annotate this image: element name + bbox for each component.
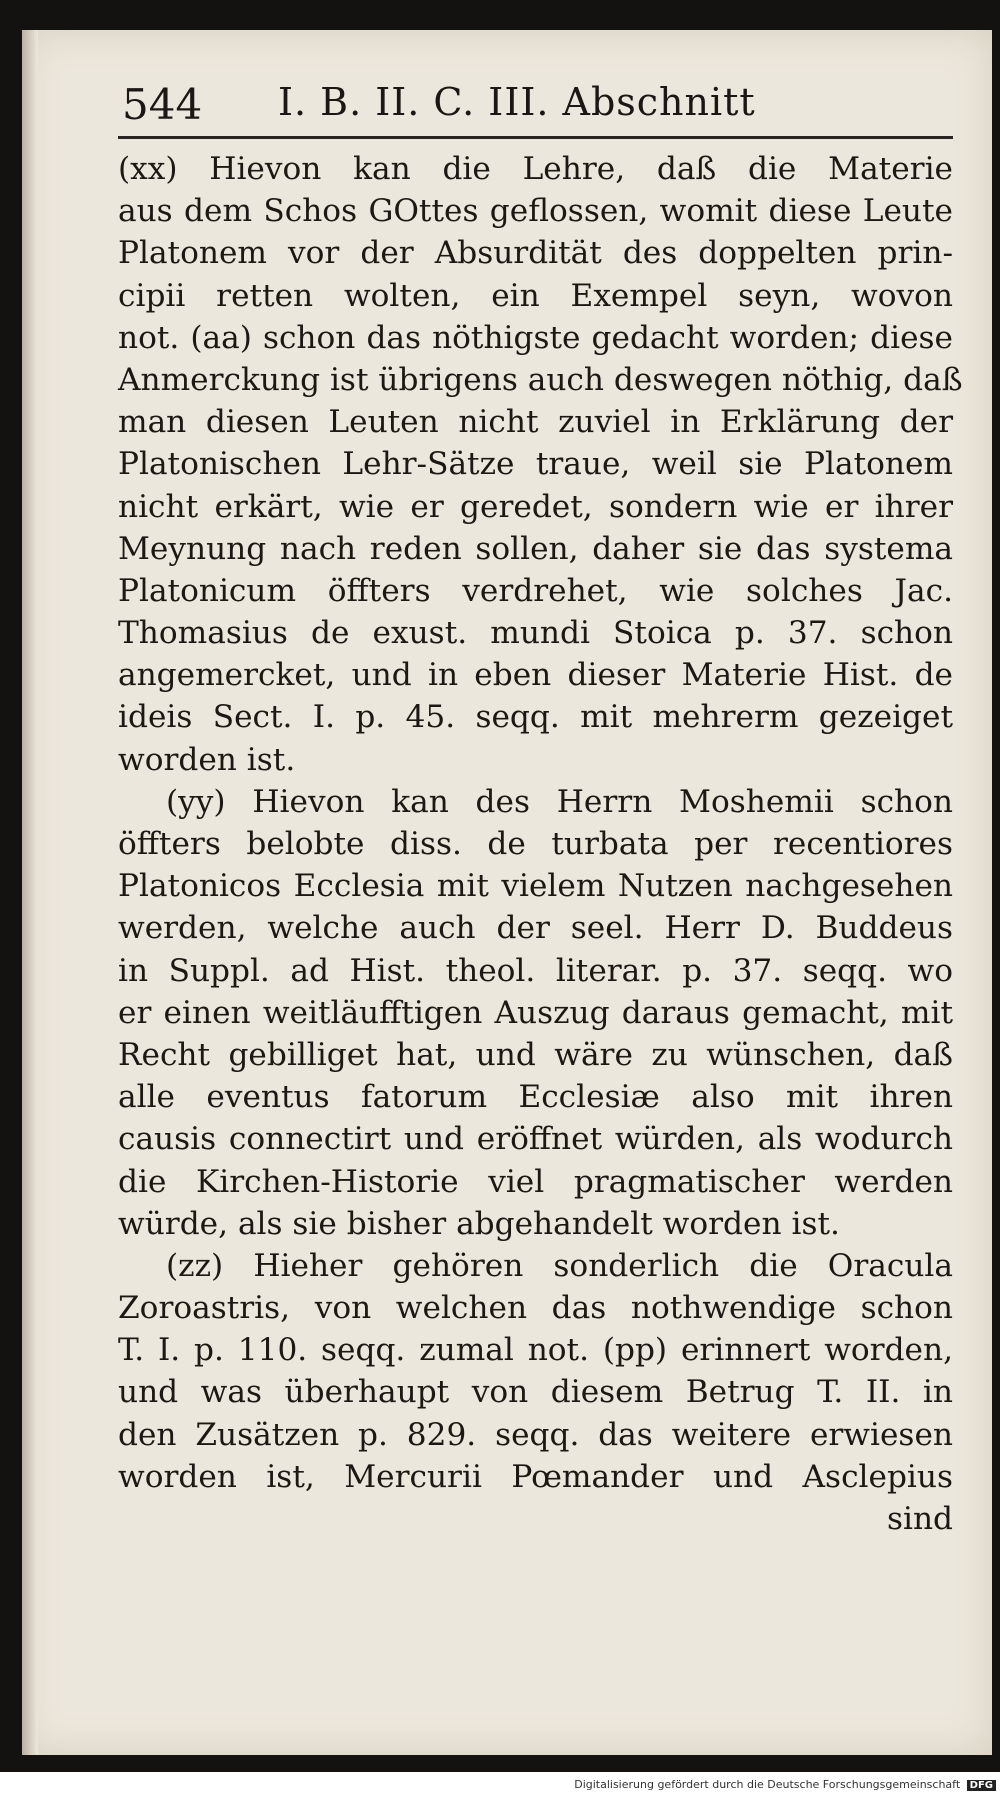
text-line: aus dem Schos GOttes geflossen, womit diese Leute [118,193,953,230]
text-line: ideis Sect. I. p. 45. seqq. mit mehrerm gezeiget [118,699,953,736]
page-header [118,80,948,142]
text-line: worden ist. [118,741,296,778]
catchword: sind [886,1501,953,1537]
text-line: nicht erkärt, wie er geredet, sondern wie er ihrer [118,488,953,525]
body-text [118,148,963,1540]
text-line: Anmerckung ist übrigens auch deswegen nöthig, daß [118,361,963,398]
text-line: cipii retten wolten, ein Exempel seyn, wovon [118,277,953,314]
dfg-logo: DFG [967,1780,996,1791]
text-line: not. (aa) schon das nöthigste gedacht worden; diese [118,319,953,356]
text-line: den Zusätzen p. 829. seqq. das weitere erwiesen [118,1416,953,1453]
text-line: er einen weitläufftigen Auszug daraus gemacht, mit [118,994,953,1031]
text-line: die Kirchen-Historie viel pragmatischer werden [118,1163,953,1200]
text-line: öffters belobte diss. de turbata per recentiores [118,826,953,862]
page-gutter-shadow [22,30,38,1755]
text-line: worden ist, Mercurii Pœmander und Asclepius [118,1458,953,1495]
page-number: 544 [122,80,203,129]
text-line: Thomasius de exust. mundi Stoica p. 37. schon [118,615,953,652]
text-line: (yy) Hievon kan des Herrn Moshemii schon [166,783,953,820]
text-line: in Suppl. ad Hist. theol. literar. p. 37. seqq. wo [118,952,953,989]
credit-text: Digitalisierung gefördert durch die Deutsche Forschungsgemeinschaft [574,1778,961,1791]
header-rule [118,136,953,139]
text-line: Platonicos Ecclesia mit vielem Nutzen nachgesehen [118,868,953,905]
text-line: Zoroastris, von welchen das nothwendige schon [118,1290,953,1327]
digitization-credit [560,1778,996,1792]
text-line: angemercket, und in eben dieser Materie Hist. de [118,657,953,694]
text-line: Platonicum öffters verdrehet, wie solches Jac. [118,572,953,609]
running-title: I. B. II. C. III. Abschnitt [278,80,756,124]
text-line: werden, welche auch der seel. Herr D. Buddeus [118,910,953,947]
text-line: causis connectirt und eröffnet würden, als wodurch [118,1121,953,1158]
text-line: (xx) Hievon kan die Lehre, daß die Materie [118,151,953,187]
text-line: man diesen Leuten nicht zuviel in Erklärung der [118,404,953,441]
text-line: Platonem vor der Absurdität des doppelten prin- [118,235,953,272]
text-line: Meynung nach reden sollen, daher sie das systema [118,530,953,567]
text-line: alle eventus fatorum Ecclesiæ also mit ihren [118,1079,953,1116]
text-line: Platonischen Lehr-Sätze traue, weil sie Platonem [118,446,953,483]
text-line: T. I. p. 110. seqq. zumal not. (pp) erinnert worden, [118,1332,953,1369]
text-line: würde, als sie bisher abgehandelt worden ist. [118,1205,840,1242]
text-line: (zz) Hieher gehören sonderlich die Oracula [166,1247,953,1284]
text-line: und was überhaupt von diesem Betrug T. II. in [118,1374,953,1411]
text-line: Recht gebilliget hat, und wäre zu wünschen, daß [118,1036,953,1073]
